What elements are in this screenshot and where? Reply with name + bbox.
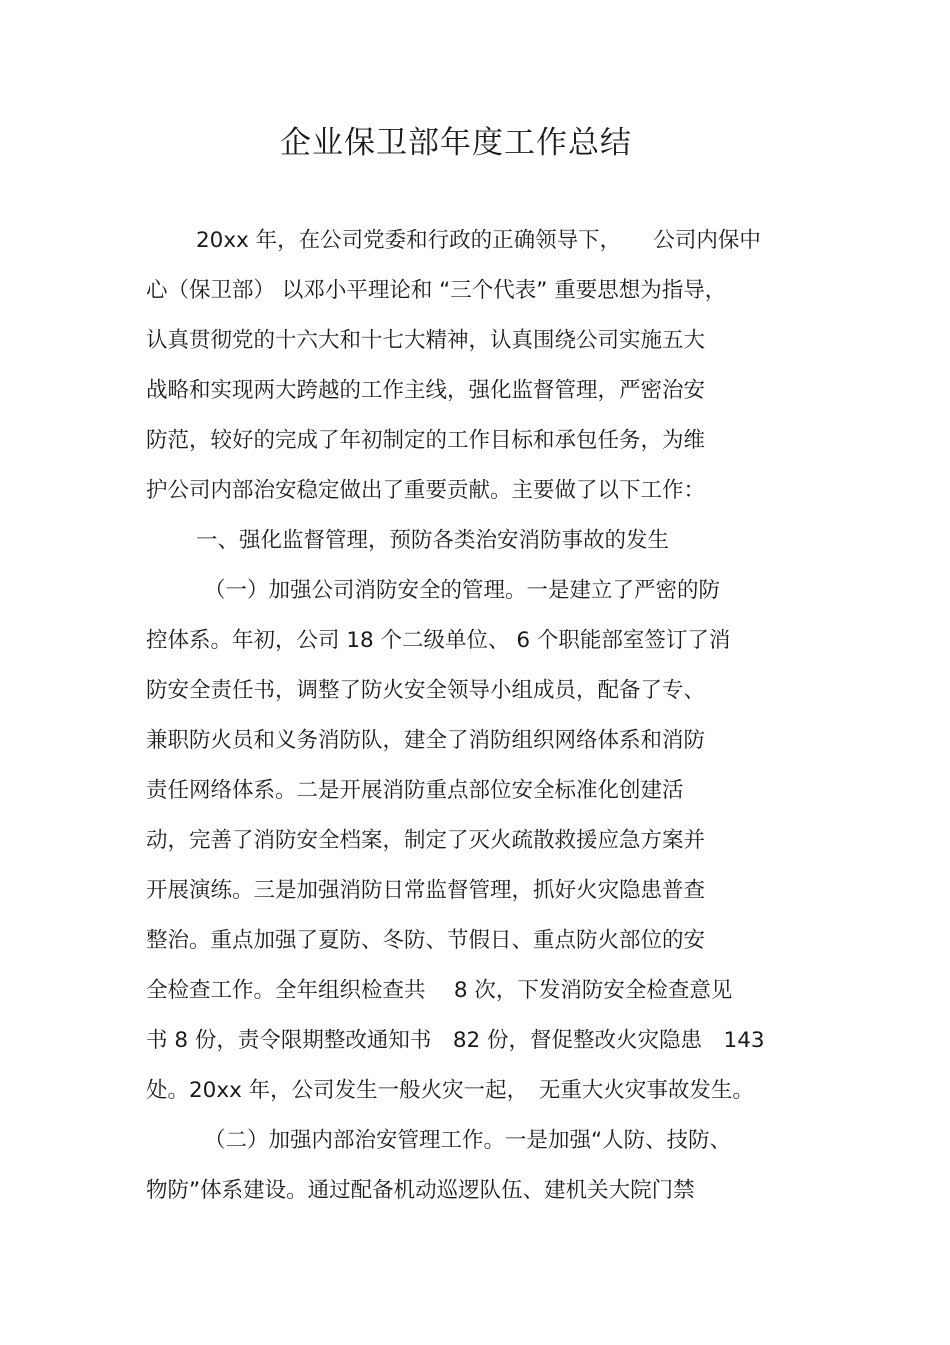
- paragraph-line: 整治。重点加强了夏防、冬防、节假日、重点防火部位的安: [146, 928, 706, 953]
- section-heading: 一、强化监督管理，预防各类治安消防事故的发生: [196, 528, 670, 553]
- paragraph-line: 动，完善了消防安全档案，制定了灭火疏散救援应急方案并: [146, 828, 706, 853]
- paragraph-line: 开展演练。三是加强消防日常监督管理，抓好火灾隐患普查: [146, 878, 706, 903]
- paragraph-line: 处。20xx 年，公司发生一般火灾一起， 无重大火灾事故发生。: [146, 1078, 754, 1103]
- paragraph-line: 全检查工作。全年组织检查共 8 次，下发消防安全检查意见: [146, 978, 733, 1003]
- paragraph-line: 物防”体系建设。通过配备机动巡逻队伍、建机关大院门禁: [146, 1178, 695, 1203]
- paragraph-line: 护公司内部治安稳定做出了重要贡献。主要做了以下工作：: [146, 478, 706, 503]
- paragraph-line: 控体系。年初，公司 18 个二级单位、 6 个职能部室签订了消: [146, 628, 731, 653]
- paragraph-line: 20xx 年，在公司党委和行政的正确领导下， 公司内保中: [196, 228, 761, 253]
- paragraph-line: 防安全责任书，调整了防火安全领导小组成员，配备了专、: [146, 678, 706, 703]
- paragraph-line: （二）加强内部治安管理工作。一是加强“人防、技防、: [204, 1128, 732, 1153]
- paragraph-line: 战略和实现两大跨越的工作主线，强化监督管理，严密治安: [146, 378, 706, 403]
- paragraph-line: 责任网络体系。二是开展消防重点部位安全标准化创建活: [146, 778, 684, 803]
- paragraph-line: 心（保卫部） 以邓小平理论和 “三个代表” 重要思想为指导，: [146, 278, 727, 303]
- paragraph-line: 书 8 份，责令限期整改通知书 82 份，督促整改火灾隐患 143: [146, 1028, 765, 1053]
- paragraph-line: （一）加强公司消防安全的管理。一是建立了严密的防: [204, 578, 721, 603]
- paragraph-line: 防范，较好的完成了年初制定的工作目标和承包任务，为维: [146, 428, 706, 453]
- paragraph-line: 认真贯彻党的十六大和十七大精神，认真围绕公司实施五大: [146, 328, 706, 353]
- paragraph-line: 兼职防火员和义务消防队，建全了消防组织网络体系和消防: [146, 728, 706, 753]
- document-title: 企业保卫部年度工作总结: [280, 125, 632, 161]
